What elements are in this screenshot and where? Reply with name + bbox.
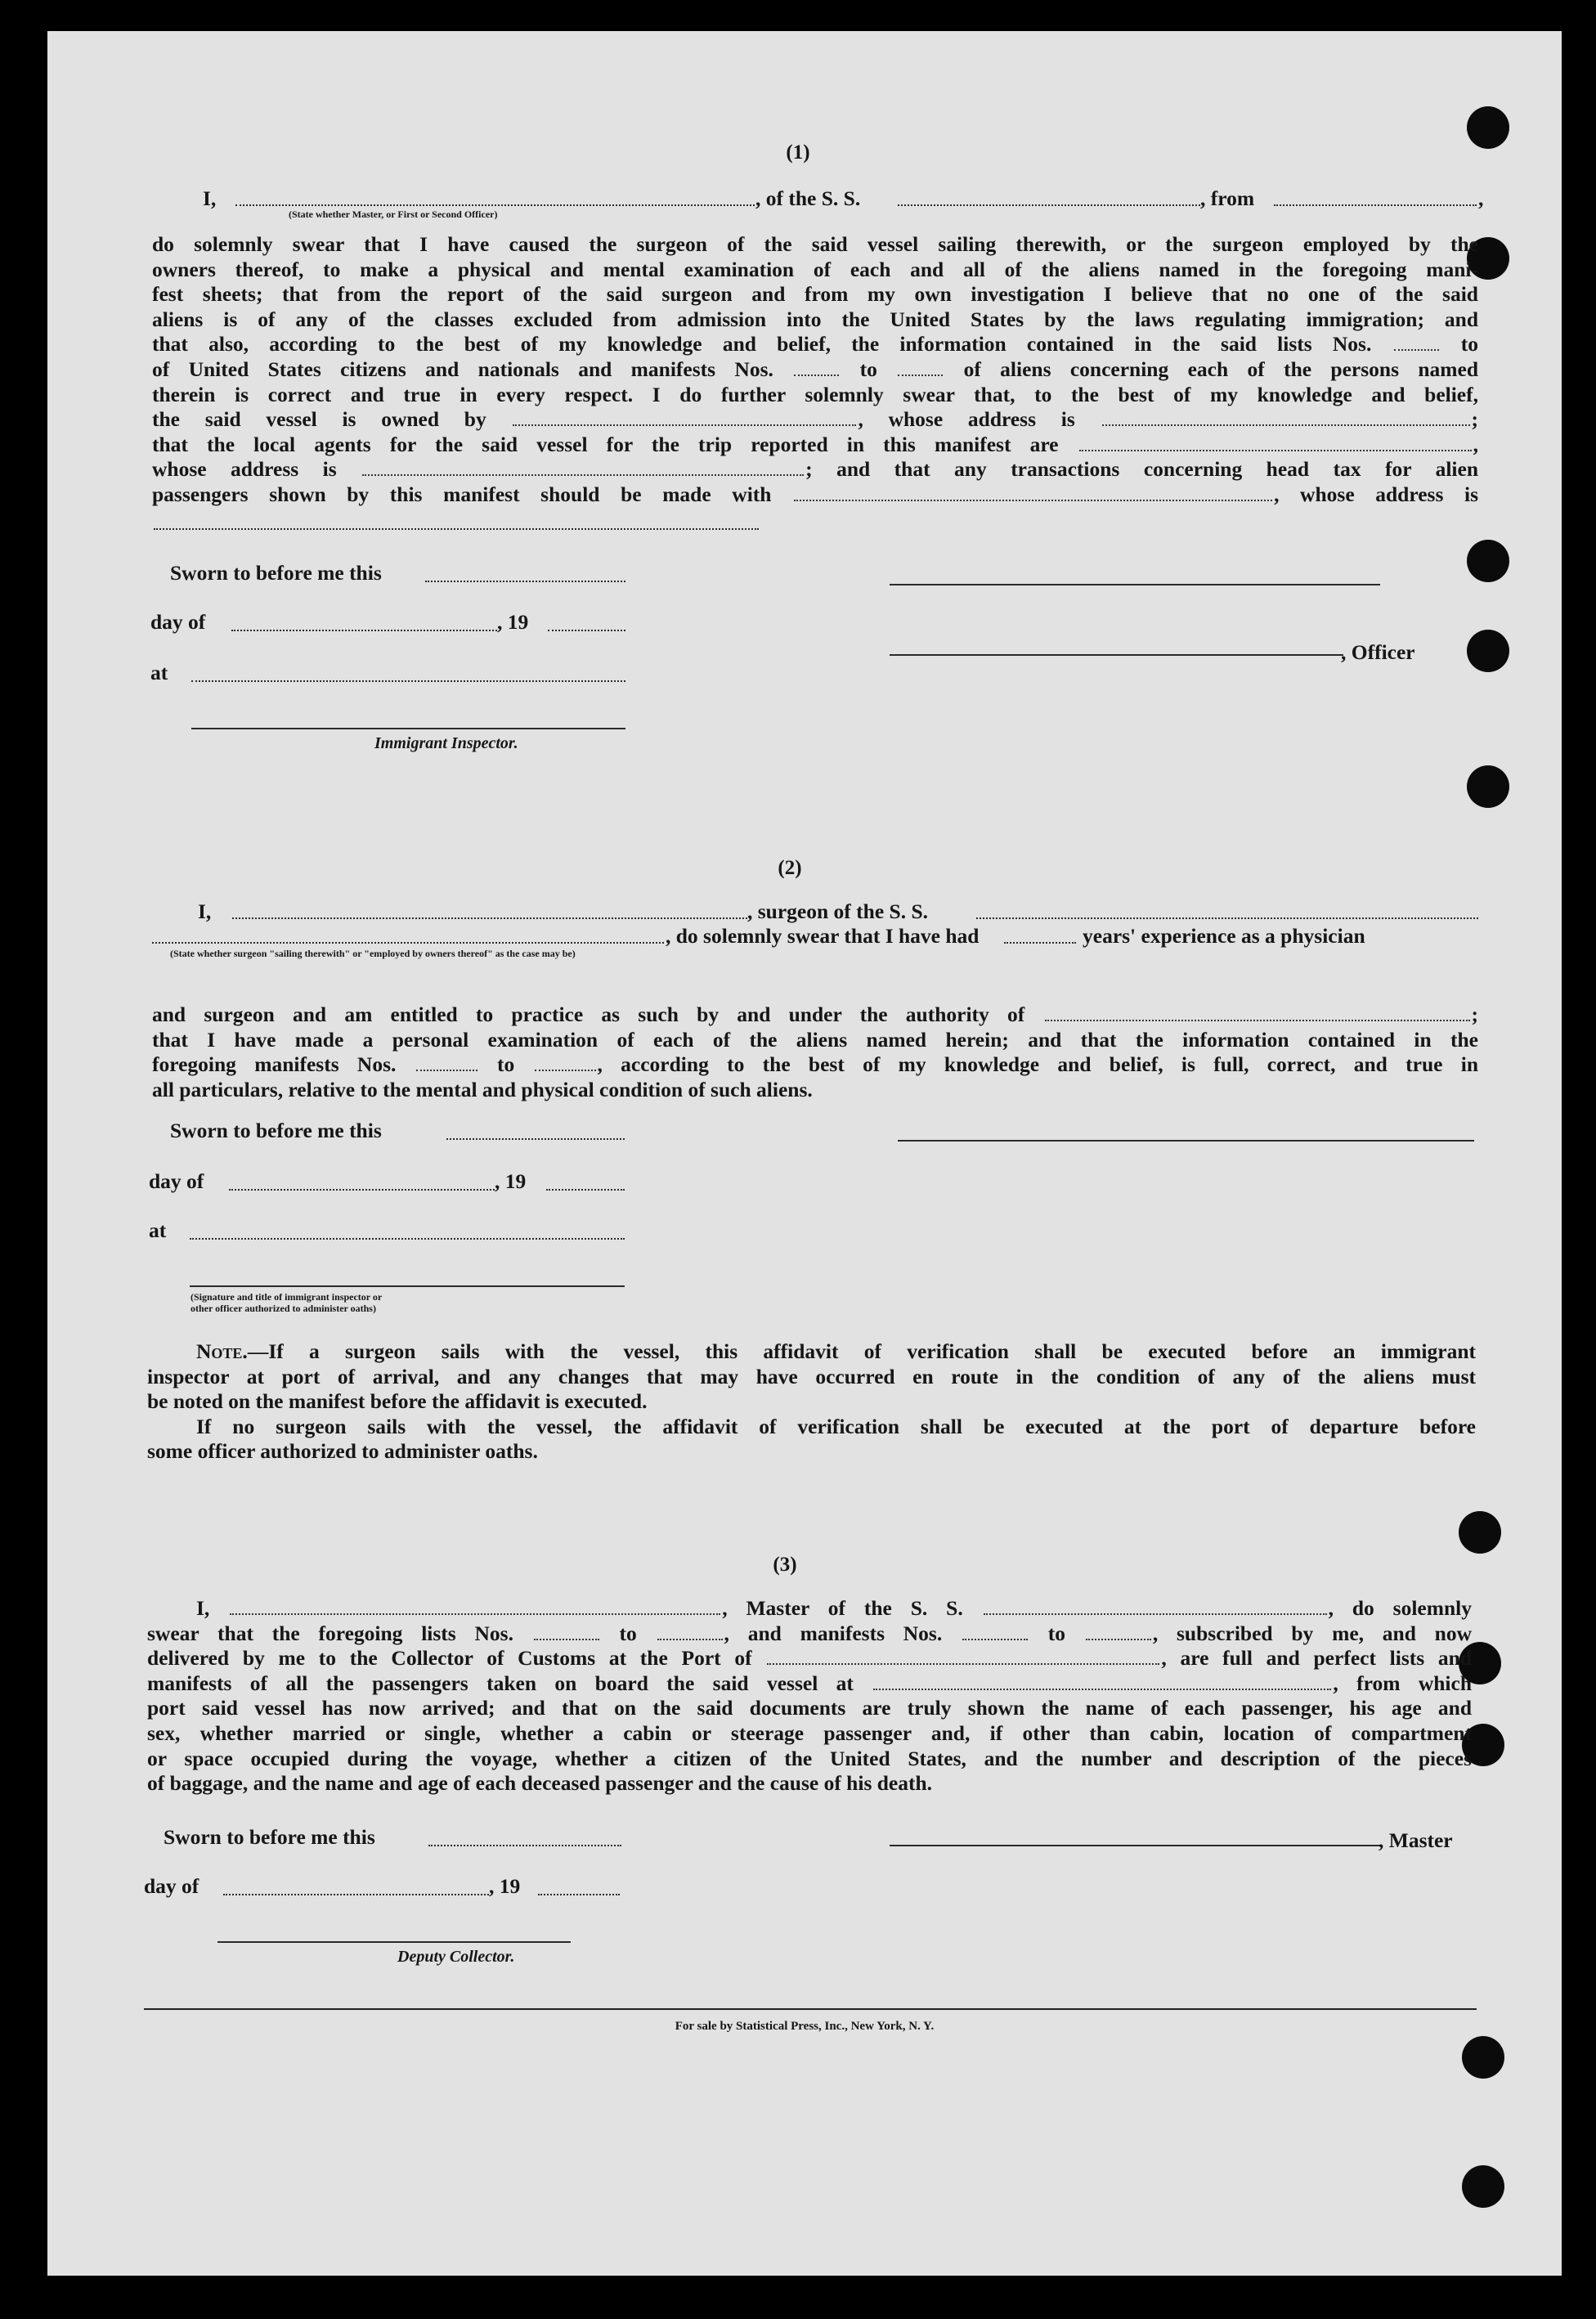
officer-signature-line[interactable] xyxy=(890,654,1343,656)
section-2-year-field[interactable] xyxy=(546,1189,625,1191)
section-1-at-field[interactable] xyxy=(191,680,625,682)
from-port-field[interactable] xyxy=(1274,204,1477,206)
section-2-signature-note-2: other officer authorized to administer oaths) xyxy=(191,1303,376,1314)
section-3-master: , Master xyxy=(1379,1828,1453,1852)
section-3-ship-field[interactable] xyxy=(984,1597,1327,1615)
section-2-oath-paragraph: and surgeon and am entitled to practice as such by and under the authority of ; that I have made a personal examination of each of the aliens named herein; and that the information contained in the foregoing manifests Nos. to , according to the best of my knowledge and belief, is full, correct, and true in all particulars, relative to the mental and physical condition of such aliens. xyxy=(152,1003,1479,1101)
master-name-field[interactable] xyxy=(235,204,755,206)
section-3-day-field[interactable] xyxy=(223,1894,489,1895)
deputy-collector-signature-line[interactable] xyxy=(217,1941,571,1943)
manifests-from-field[interactable] xyxy=(794,358,839,376)
binder-hole xyxy=(1467,106,1509,149)
binder-hole xyxy=(1462,2036,1504,2079)
section-2-l1a: I, xyxy=(198,899,212,923)
surgeon-signature-line[interactable] xyxy=(898,1140,1474,1142)
surgeon-ship-field[interactable] xyxy=(976,917,1478,919)
agents-address-field[interactable] xyxy=(362,458,804,476)
section-1-oath-paragraph: do solemnly swear that I have caused the surgeon of the said vessel sailing therewith, or the surgeon employed by the owners thereof, to make a physical and mental examination of each and all of the aliens named in the foregoing mani- fest sheets; that from the report of the said surgeon and from my own investigation I believe that no one of the said aliens is of any of the classes excluded from admission into the United States by the laws regulating immigration; and that also, according to the best of my knowledge and belief, the information contained in the said lists Nos. to of United States citizens and nationals and manifests Nos. to of aliens concerning each of the persons named therein is correct and true in every respect. I do further solemnly swear that, to the best of my knowledge and belief, the said vessel is owned by , whose address is ; that the local agents for the said vessel for the trip reported in this manifest are , whose address is ; and that any transactions concerning head tax for alien passengers shown by this manifest should be made with , whose address is xyxy=(152,232,1479,506)
section-1-number: (1) xyxy=(786,141,810,164)
note-paragraph: Note.—If a surgeon sails with the vessel, this affidavit of verification shall be executed before an immigrant inspector at port of arrival, and any changes that may have occurred en route in the condition of any of the aliens must be noted on the manifest before the affidavit is executed. If no surgeon sails with the vessel, the affidavit of verification shall be executed at the port of departure before some officer authorized to administer oaths. xyxy=(147,1339,1476,1464)
section-2-number: (2) xyxy=(778,857,802,879)
footer-rule xyxy=(144,2008,1477,2010)
section-1-at: at xyxy=(150,661,168,684)
section-2-day-of: day of xyxy=(149,1169,204,1193)
section-3-master-name-field[interactable] xyxy=(230,1597,720,1615)
practice-authority-field[interactable] xyxy=(1045,1003,1470,1021)
section-2-l1b: , surgeon of the S. S. xyxy=(747,899,929,923)
section-2-surgeon-note: (State whether surgeon "sailing therewith" or "employed by owners thereof" as the case may be) xyxy=(170,948,576,959)
section-1-master-signature-line[interactable] xyxy=(890,584,1380,585)
section-2-sworn-field[interactable] xyxy=(446,1138,625,1140)
section-1-year-field[interactable] xyxy=(548,630,625,631)
years-experience-field[interactable] xyxy=(1004,942,1076,944)
surgeon-status-field[interactable] xyxy=(152,942,664,944)
section-3-number: (3) xyxy=(773,1554,797,1576)
section-2-inspector-signature-line[interactable] xyxy=(190,1285,625,1287)
head-tax-address-field[interactable] xyxy=(154,528,759,530)
section-1-line1-end: , xyxy=(1478,186,1484,210)
binder-hole xyxy=(1462,2165,1504,2208)
section-2-l2b: years' experience as a physician xyxy=(1083,924,1365,948)
owner-field[interactable] xyxy=(513,408,856,426)
section-3-sworn-field[interactable] xyxy=(428,1845,621,1846)
section-2-at: at xyxy=(149,1218,167,1242)
head-tax-contact-field[interactable] xyxy=(794,483,1272,501)
manifests-to-field[interactable] xyxy=(898,358,943,376)
section-1-sworn: Sworn to before me this xyxy=(170,561,382,585)
binder-hole xyxy=(1467,765,1509,808)
section-3-day-of: day of xyxy=(144,1874,200,1898)
section-1-year: , 19 xyxy=(497,610,529,634)
section-2-sworn: Sworn to before me this xyxy=(170,1119,382,1142)
section-1-officer-note: (State whether Master, or First or Second Officer) xyxy=(289,209,498,220)
section-2-day-field[interactable] xyxy=(229,1189,495,1191)
section-3-lists-to-field[interactable] xyxy=(657,1622,723,1640)
local-agents-field[interactable] xyxy=(1079,433,1472,451)
section-1-line1-ss: , of the S. S. xyxy=(755,186,861,210)
section-2-l2a: , do solemnly swear that I have had xyxy=(666,924,980,948)
section-3-master-signature-line[interactable] xyxy=(890,1845,1380,1846)
section-2-manifests-to-field[interactable] xyxy=(535,1053,596,1071)
section-3-year-field[interactable] xyxy=(538,1894,620,1895)
owner-address-field[interactable] xyxy=(1102,408,1470,426)
surgeon-name-field[interactable] xyxy=(232,917,747,919)
lists-from-field[interactable] xyxy=(1394,333,1439,351)
embarkation-port-field[interactable] xyxy=(873,1672,1331,1690)
section-2-at-field[interactable] xyxy=(190,1238,625,1240)
section-3-oath-paragraph: I, , Master of the S. S. , do solemnly swear that the foregoing lists Nos. to , and manifests Nos. to , subscribed by me, and now delivered by me to the Collector of Customs at the Port of , are full and perfect lists and manifests of all the passengers taken on board the said vessel at , from which port said vessel has now arrived; and that on the said documents are truly shown the name of each passenger, his age and sex, whether married or single, whether a cabin or steerage passenger and, if other than cabin, location of compartment or space occupied during the voyage, whether a citizen of the United States, and the number and description of the pieces of baggage, and the name and age of each deceased passenger and the cause of his death. xyxy=(147,1596,1473,1796)
section-3-lists-from-field[interactable] xyxy=(534,1622,599,1640)
section-1-sworn-field[interactable] xyxy=(425,581,625,582)
section-3-manifests-to-field[interactable] xyxy=(1086,1622,1151,1640)
collector-port-field[interactable] xyxy=(767,1647,1159,1665)
section-3-sworn: Sworn to before me this xyxy=(164,1825,375,1849)
section-3-manifests-from-field[interactable] xyxy=(962,1622,1028,1640)
manifest-affidavit-page xyxy=(47,31,1562,2276)
ship-name-field[interactable] xyxy=(898,204,1200,206)
section-1-officer: , Officer xyxy=(1341,640,1415,664)
inspector-signature-line[interactable] xyxy=(191,728,625,729)
section-1-inspector-label: Immigrant Inspector. xyxy=(374,734,518,752)
binder-hole xyxy=(1467,630,1509,672)
binder-hole xyxy=(1467,540,1509,582)
section-1-day-of: day of xyxy=(150,610,206,634)
section-3-year: , 19 xyxy=(489,1874,521,1898)
binder-hole xyxy=(1459,1511,1501,1554)
section-2-year: , 19 xyxy=(495,1169,527,1193)
section-1-line1-from: , from xyxy=(1200,186,1255,210)
section-1-line1-i: I, xyxy=(203,186,217,210)
section-3-collector-label: Deputy Collector. xyxy=(397,1948,515,1966)
footer-imprint: For sale by Statistical Press, Inc., New York, N. Y. xyxy=(675,2020,935,2033)
section-1-day-field[interactable] xyxy=(231,630,497,631)
section-2-signature-note-1: (Signature and title of immigrant inspector or xyxy=(191,1291,383,1303)
section-2-manifests-from-field[interactable] xyxy=(416,1053,477,1071)
